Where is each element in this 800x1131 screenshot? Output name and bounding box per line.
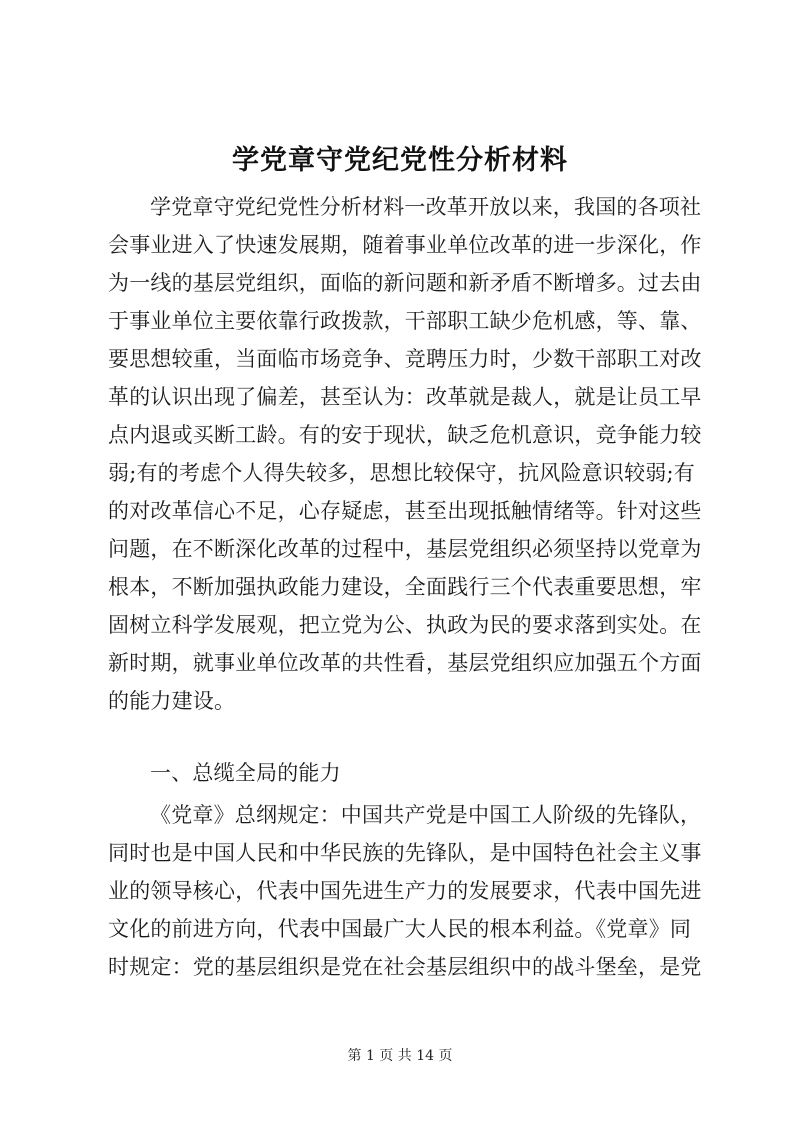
body-line: 时规定：党的基层组织是党在社会基层组织中的战斗堡垒，是党 [108,955,702,979]
body-line: 为一线的基层党组织，面临的新问题和新矛盾不断增多。过去由 [108,271,702,295]
body-line: 业的领导核心，代表中国先进生产力的发展要求，代表中国先进 [108,879,702,903]
body-line: 文化的前进方向，代表中国最广大人民的根本利益。《党章》同 [108,917,692,941]
body-line: 点内退或买断工龄。有的安于现状，缺乏危机意识，竞争能力较 [108,423,702,447]
body-line: 根本，不断加强执政能力建设，全面践行三个代表重要思想，牢 [108,575,702,599]
body-line: 会事业进入了快速发展期，随着事业单位改革的进一步深化，作 [108,233,702,257]
body-line: 于事业单位主要依靠行政拨款，干部职工缺少危机感，等、靠、 [108,309,702,333]
body-line: 学党章守党纪党性分析材料一改革开放以来，我国的各项社 [150,195,702,219]
body-line: 弱;有的考虑个人得失较多，思想比较保守，抗风险意识较弱;有 [108,461,695,485]
body-line: 《党章》总纲规定：中国共产党是中国工人阶级的先锋队， [150,803,702,827]
section-heading: 一、总缆全局的能力 [150,761,341,785]
body-line: 的能力建设。 [108,689,236,713]
page-number-footer: 第 1 页 共 14 页 [347,1048,453,1064]
body-line: 要思想较重，当面临市场竞争、竞聘压力时，少数干部职工对改 [108,347,702,371]
body-line: 的对改革信心不足，心存疑虑，甚至出现抵触情绪等。针对这些 [108,499,702,523]
body-line: 问题，在不断深化改革的过程中，基层党组织必须坚持以党章为 [108,537,702,561]
body-line: 固树立科学发展观，把立党为公、执政为民的要求落到实处。在 [108,613,702,637]
body-line: 同时也是中国人民和中华民族的先锋队，是中国特色社会主义事 [108,841,702,865]
body-line: 新时期，就事业单位改革的共性看，基层党组织应加强五个方面 [108,651,702,675]
body-line: 革的认识出现了偏差，甚至认为：改革就是裁人，就是让员工早 [108,385,702,409]
page-title: 学党章守党纪党性分析材料 [232,145,568,176]
